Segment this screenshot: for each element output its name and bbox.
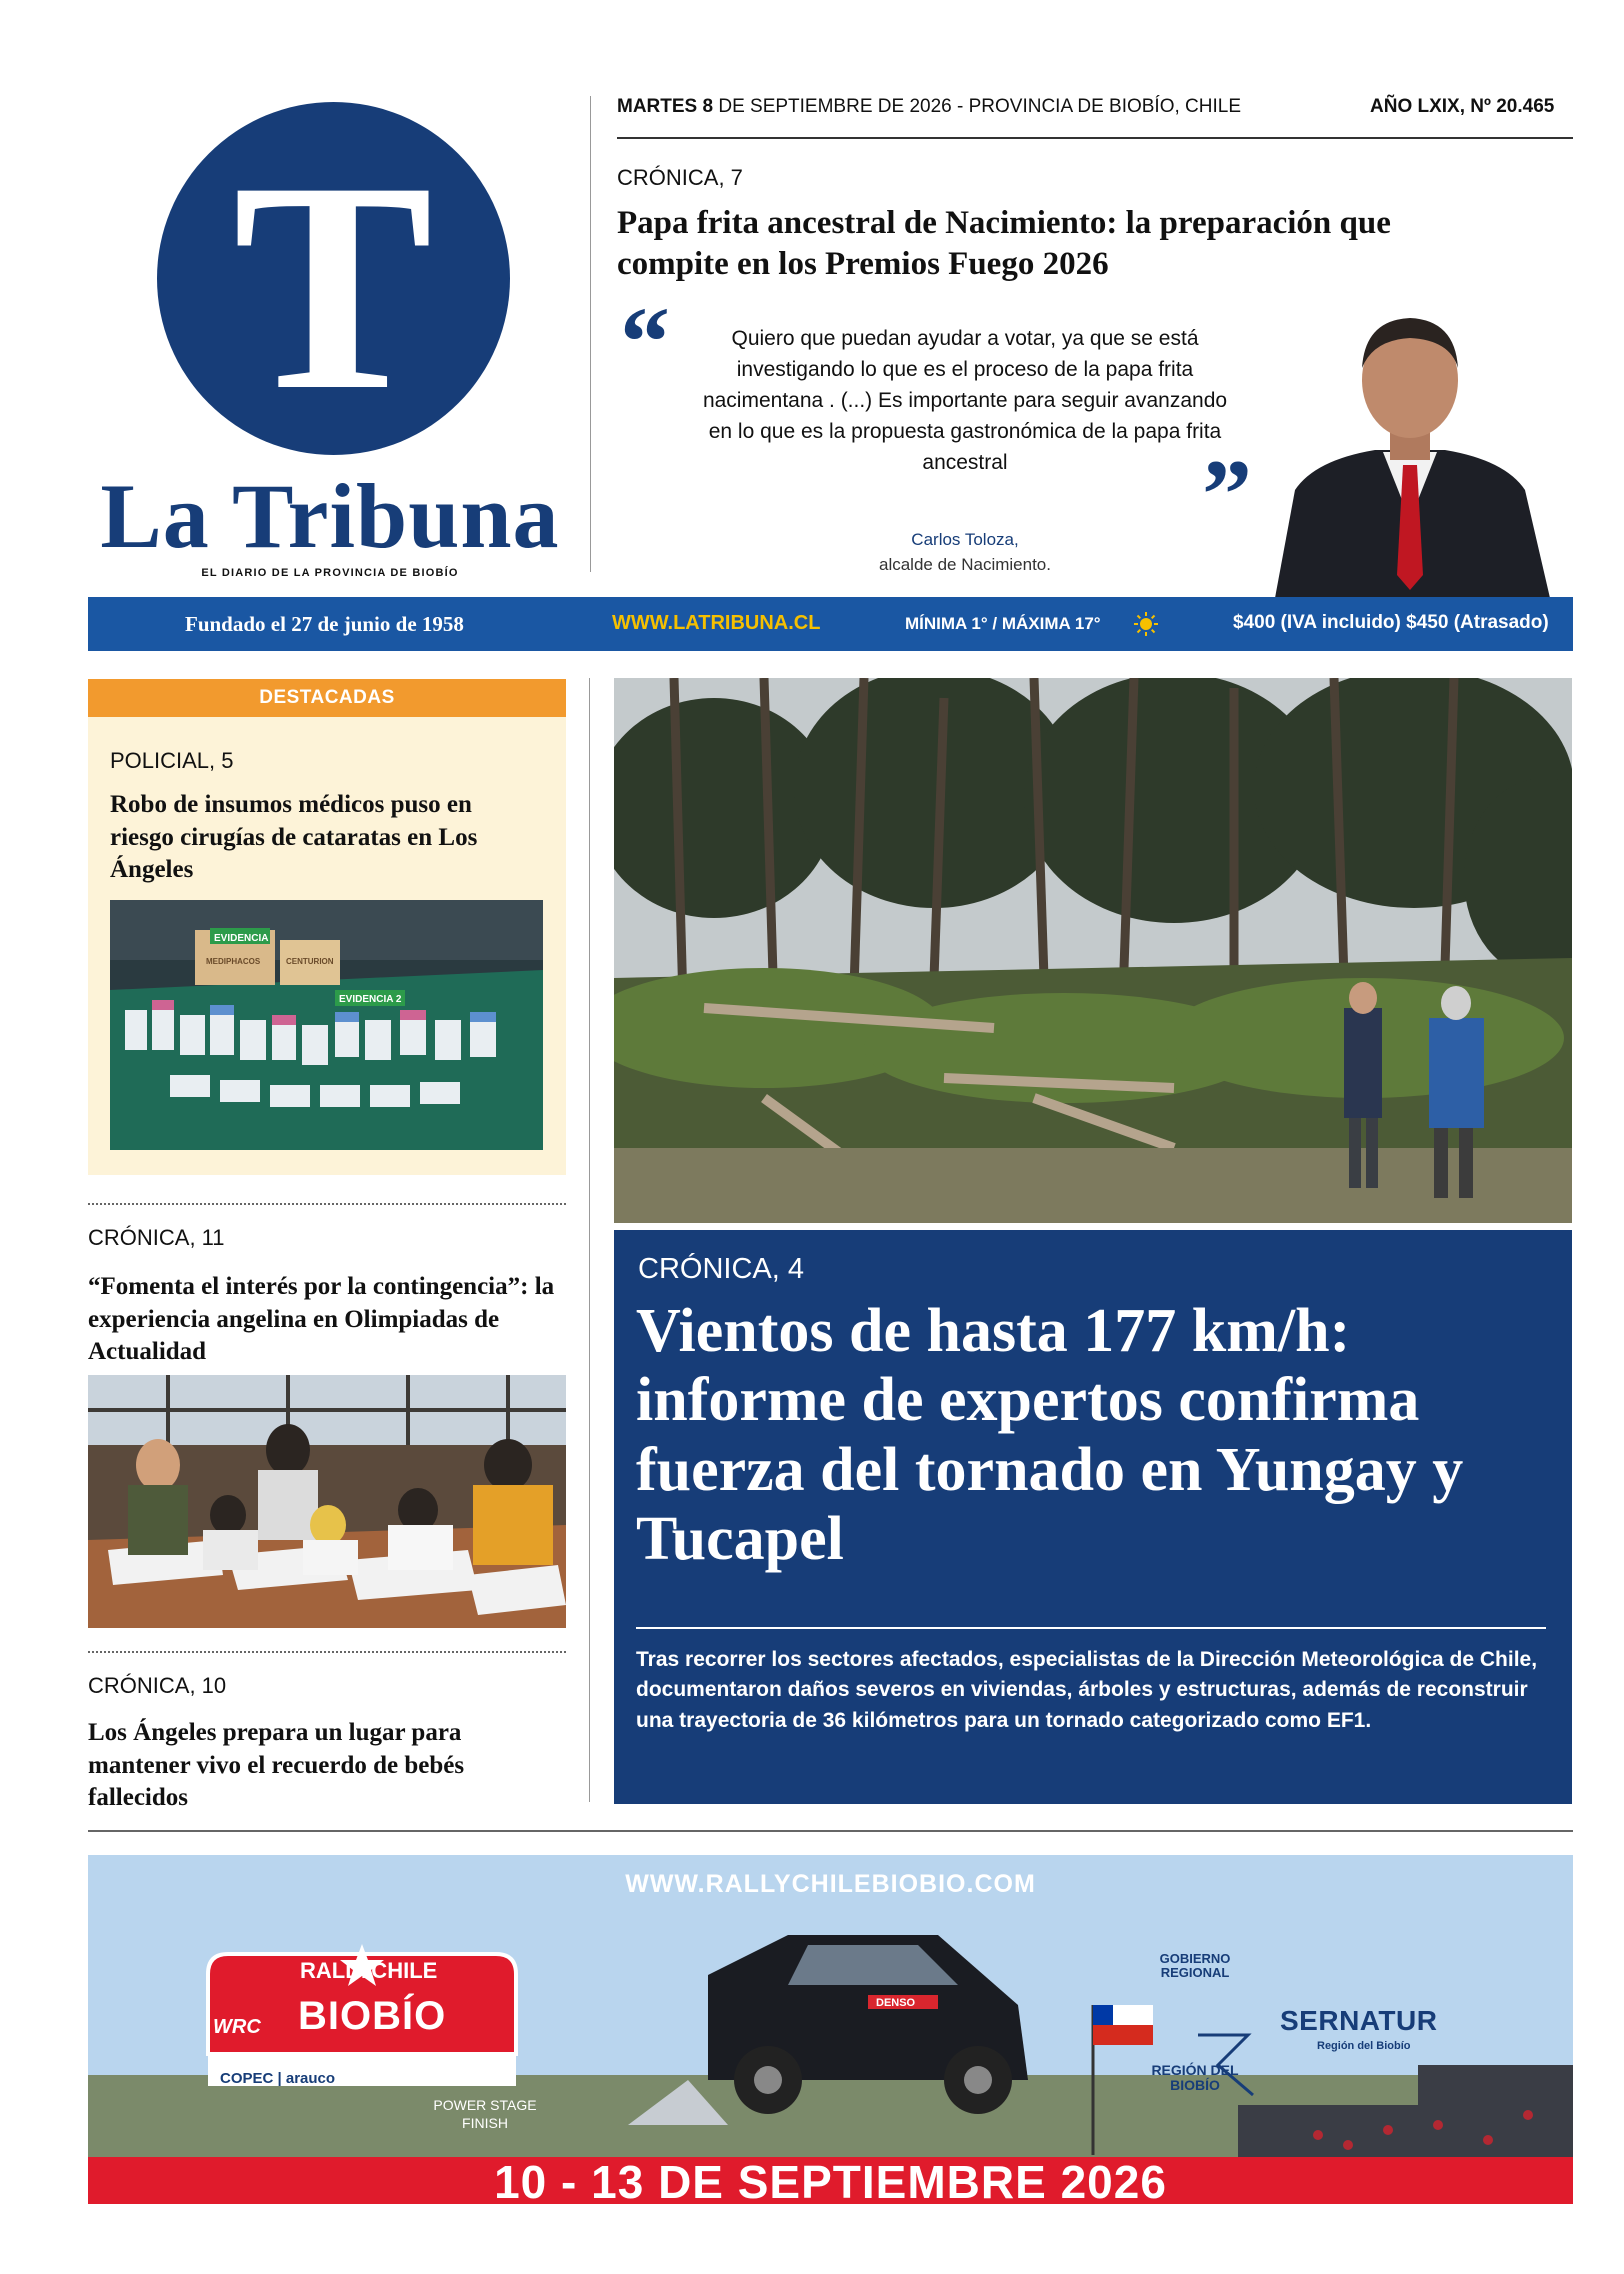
featured-kicker: POLICIAL, 5 [110,748,234,773]
main-story-kicker: CRÓNICA, 4 [638,1253,804,1285]
olympiad-illustration [88,1375,566,1628]
box-label-mediphacos: MEDIPHACOS [206,957,261,966]
quote-author-name: Carlos Toloza, [911,530,1019,549]
car-sponsor-label: DENSO [876,1997,916,2009]
issue-date [617,96,1241,118]
masthead-wordmark[interactable]: La Tribuna [100,465,560,567]
sernatur-logo: SERNATUR [1280,2005,1438,2036]
logo-letter: T [232,120,434,452]
logo-t-glyph [157,102,510,455]
ad-event-dates: 10 - 13 DE SEPTIEMBRE 2026 [494,2156,1167,2208]
story-kicker: CRÓNICA, 10 [88,1673,227,1698]
evidence-label: EVIDENCIA [214,933,269,944]
rally-badge-top: RALLYCHILE [300,1958,438,1983]
featured-headline[interactable]: Robo de insumos médicos puso en riesgo cirugías de cataratas en Los Ángeles [110,791,478,883]
masthead-tagline: EL DIARIO DE LA PROVINCIA DE BIOBÍO [201,567,459,579]
rally-sponsors: COPEC | arauco [220,2070,336,2087]
story-headline[interactable]: “Fomenta el interés por la contingencia”: la experiencia angelina en Olimpiadas de Actualidad [88,1273,555,1365]
main-story-rule [636,1627,1546,1629]
header-rule [617,137,1573,139]
tornado-forest-illustration [614,678,1572,1223]
featured-label: DESTACADAS [88,679,566,717]
sernatur-subtitle: Región del Biobío [1317,2040,1411,2052]
gov-logo-bottom: REGIÓN DEL BIOBÍO [1151,2062,1239,2093]
section-divider [88,1651,566,1653]
story-kicker: CRÓNICA, 11 [88,1225,225,1250]
evidence-2-label: EVIDENCIA 2 [339,994,402,1005]
box-label-centurion: CENTURION [286,957,334,966]
site-url-link[interactable]: WWW.LATRIBUNA.CL [612,612,821,634]
quote-open-icon: “ [620,286,670,397]
quote-author-role: alcalde de Nacimiento. [879,555,1051,574]
founded-date: Fundado el 27 de junio de 1958 [185,612,464,636]
story-headline[interactable]: Los Ángeles prepara un lugar para mantener vivo el recuerdo de bebés fallecidos [88,1719,465,1811]
logo-emblem [157,102,510,455]
top-story-headline[interactable]: Papa frita ancestral de Nacimiento: la preparación que compite en los Premios Fuego 2026 [617,205,1391,283]
pull-quote: Quiero que puedan ayudar a votar, ya que se está investigando lo que es el proceso de la papa frita nacimentana . (...) Es importante para seguir avanzando en lo que es la propuesta gastronómica de la papa frita ancestral [702,327,1228,475]
tornado-damage-photo[interactable] [614,678,1572,1223]
price: $400 (IVA incluido) $450 (Atrasado) [1233,612,1549,633]
column-divider [589,678,590,1802]
medical-supplies-illustration [110,900,543,1150]
section-divider [88,1203,566,1205]
header-divider [590,96,591,572]
medical-supplies-photo[interactable] [110,900,543,1150]
portrait-illustration [1255,290,1565,598]
main-story-lead: Tras recorrer los sectores afectados, especialistas de la Dirección Meteorológica de Chile, documentaron daños severos en viviendas, árboles y estructuras, además de reconstruir una trayectoria de 36 kilómetros para un tornado categorizado como EF1. [636,1648,1538,1732]
issue-weekday: MARTES 8 [617,96,714,117]
olympiad-photo[interactable] [88,1375,566,1628]
issue-date-rest: DE SEPTIEMBRE DE 2026 - PROVINCIA DE BIOBÍO, CHILE [713,96,1242,117]
ad-website-link[interactable]: WWW.RALLYCHILEBIOBIO.COM [625,1870,1036,1898]
main-story-headline[interactable]: Vientos de hasta 177 km/h: informe de expertos confirma fuerza del tornado en Yungay y Tucapel [636,1297,1464,1574]
weather-temperature: MÍNIMA 1° / MÁXIMA 17° [905,614,1101,633]
edition-number: AÑO LXIX, Nº 20.465 [1370,96,1555,117]
power-stage-sign: POWER STAGE FINISH [433,2097,537,2132]
top-story-kicker: CRÓNICA, 7 [617,165,743,190]
wrc-logo: WRC [213,2016,261,2038]
rally-badge-main: BIOBÍO [298,1994,447,2038]
quote-close-icon: ” [1202,439,1252,550]
sun-icon [1133,611,1159,637]
gov-logo-top: GOBIERNO REGIONAL [1159,1951,1231,1980]
ad-separator [88,1830,1573,1832]
portrait-photo[interactable] [1255,290,1565,598]
